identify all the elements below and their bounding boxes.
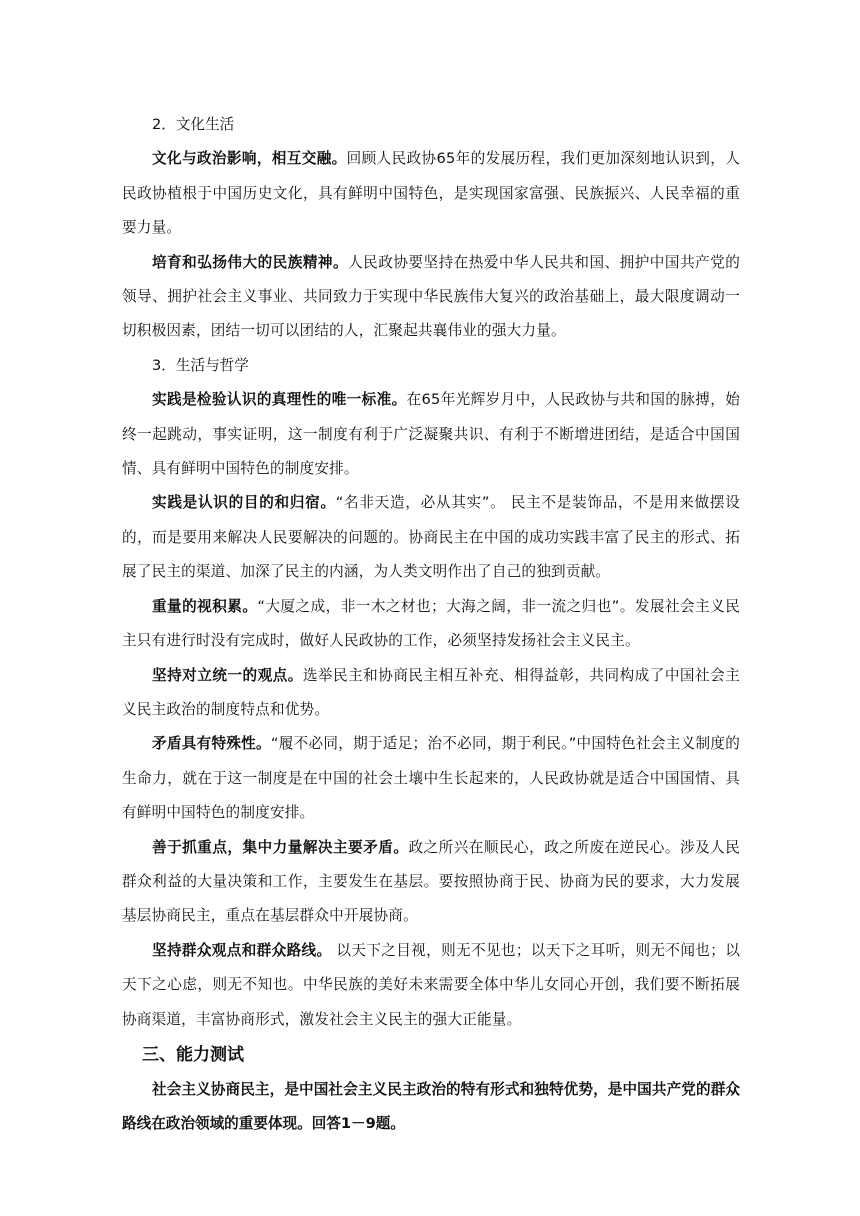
paragraph-lead: 善于抓重点，集中力量解决主要矛盾。 bbox=[152, 838, 409, 856]
paragraph-main-contradiction bbox=[122, 831, 740, 934]
paragraph-lead: 矛盾具有特殊性。 bbox=[152, 735, 271, 753]
paragraph-unity-opposites bbox=[122, 659, 740, 728]
paragraph-body: 选举民主和协商民主相互补充、相得益彰，共同构成了中国社会主义民主政治的制度特点和优势。 bbox=[122, 666, 740, 718]
paragraph-lead: 坚持对立统一的观点。 bbox=[152, 666, 303, 684]
paragraph-lead: 文化与政治影响，相互交融。 bbox=[152, 150, 347, 168]
paragraph-practice-purpose bbox=[122, 486, 740, 589]
question-intro: 社会主义协商民主，是中国社会主义民主政治的特有形式和独特优势，是中国共产党的群众路线在政治领域的重要体现。回答1－9题。 bbox=[122, 1080, 740, 1133]
paragraph-lead: 坚持群众观点和群众路线。 bbox=[152, 941, 332, 959]
paragraph-body: 回顾人民政协65年的发展历程，我们更加深刻地认识到，人民政协植根于中国历史文化，具有鲜明中国特色，是实现国家富强、民族振兴、人民幸福的重要力量。 bbox=[122, 150, 740, 237]
paragraph-lead: 重量的视积累。 bbox=[152, 597, 258, 615]
paragraph-body: “大厦之成，非一木之材也；大海之阔，非一流之归也”。发展社会主义民主只有进行时没有完成时，做好人民政协的工作，必须坚持发扬社会主义民主。 bbox=[122, 597, 740, 650]
paragraph-lead: 实践是检验认识的真理性的唯一标准。 bbox=[152, 391, 407, 409]
paragraph-lead: 培育和弘扬伟大的民族精神。 bbox=[152, 253, 349, 271]
paragraph-accumulation bbox=[122, 590, 740, 659]
paragraph-body: 人民政协要坚持在热爱中华人民共和国、拥护中国共产党的领导、拥护社会主义事业、共同致力于实现中华民族伟大复兴的政治基础上，最大限度调动一切积极因素，团结一切可以团结的人，汇聚起共襄伟业的强大力量。 bbox=[122, 253, 740, 340]
section-title-philosophy: 3．生活与哲学 bbox=[152, 356, 249, 374]
part-heading-ability-test: 三、能力测试 bbox=[142, 1044, 244, 1065]
section-title-culture: 2．文化生活 bbox=[152, 116, 235, 133]
paragraph-national-spirit bbox=[122, 246, 740, 349]
paragraph-practice-truth bbox=[122, 383, 740, 486]
paragraph-particularity bbox=[122, 727, 740, 830]
paragraph-body: “履不必同，期于适足；治不必同，期于利民。”中国特色社会主义制度的生命力，就在于这一制度是在中国的社会土壤中生长起来的，人民政协就是适合中国国情、具有鲜明中国特色的制度安排。 bbox=[122, 735, 740, 822]
paragraph-body: 在65年光辉岁月中，人民政协与共和国的脉搏，始终一起跳动，事实证明，这一制度有利于广泛凝聚共识、有利于不断增进团结，是适合中国国情、具有鲜明中国特色的制度安排。 bbox=[122, 391, 741, 478]
paragraph-culture-politics bbox=[122, 142, 740, 245]
paragraph-body: 以天下之目视，则无不见也；以天下之耳听，则无不闻也；以天下之心虑，则无不知也。中华民族的美好未来需要全体中华儿女同心开创，我们要不断拓展协商渠道，丰富协商形式，激发社会主义民主的强大正能量。 bbox=[122, 941, 740, 1028]
paragraph-body: 政之所兴在顺民心，政之所废在逆民心。涉及人民群众利益的大量决策和工作，主要发生在基层。要按照协商于民、协商为民的要求，大力发展基层协商民主，重点在基层群众中开展协商。 bbox=[122, 838, 740, 925]
paragraph-lead: 实践是认识的目的和归宿。 bbox=[152, 494, 336, 512]
paragraph-body: “名非天造，必从其实”。 民主不是装饰品，不是用来做摆设的，而是要用来解决人民要解决的问题的。协商民主在中国的成功实践丰富了民主的形式、拓展了民主的渠道、加深了民主的内涵，为人类文明作出了自己的独到贡献。 bbox=[122, 494, 740, 581]
paragraph-mass-line bbox=[122, 934, 740, 1037]
document-page bbox=[122, 108, 740, 1142]
